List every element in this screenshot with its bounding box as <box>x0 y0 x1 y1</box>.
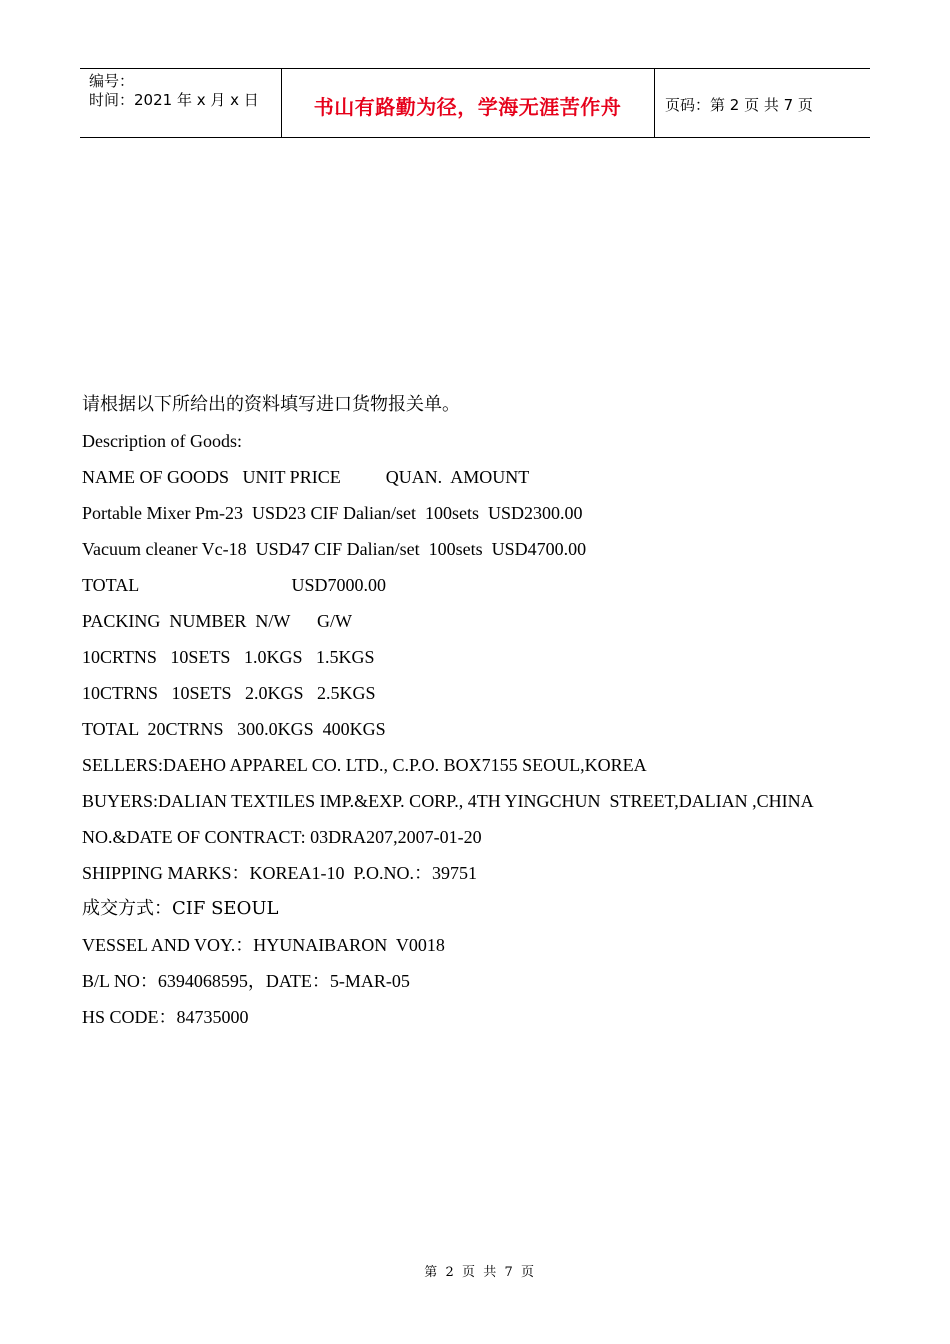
sellers-info: SELLERS:DAEHO APPAREL CO. LTD., C.P.O. BOX7155 SEOUL,KOREA <box>82 755 647 775</box>
instruction-text: 请根据以下所给出的资料填写进口货物报关单。 <box>82 394 460 415</box>
goods-row-vacuum: Vacuum cleaner Vc-18 USD47 CIF Dalian/set 100sets USD4700.00 <box>82 539 587 559</box>
header-motto-cell <box>281 69 655 137</box>
bill-of-lading: B/L NO：6394068595，DATE：5-MAR-05 <box>82 971 410 991</box>
header-page-info: 页码：第 2 页 共 7 页 <box>665 96 813 114</box>
packing-table-header: PACKING NUMBER N/W G/W <box>82 611 353 631</box>
shipping-marks: SHIPPING MARKS：KOREA1-10 P.O.NO.：39751 <box>82 863 478 883</box>
document-body <box>82 387 882 1035</box>
packing-row-2: 10CTRNS 10SETS 2.0KGS 2.5KGS <box>82 683 376 703</box>
header-page-cell <box>655 69 870 137</box>
header-motto: 书山有路勤为径，学海无涯苦作舟 <box>313 95 622 119</box>
document-header <box>80 68 870 138</box>
packing-total-row: TOTAL 20CTRNS 300.0KGS 400KGS <box>82 719 386 739</box>
hs-code: HS CODE：84735000 <box>82 1007 249 1027</box>
trade-terms: 成交方式：CIF SEOUL <box>82 898 279 919</box>
footer-page-number: 第 2 页 共 7 页 <box>424 1265 535 1280</box>
packing-row-1: 10CRTNS 10SETS 1.0KGS 1.5KGS <box>82 647 375 667</box>
vessel-voyage: VESSEL AND VOY.：HYUNAIBARON V0018 <box>82 935 445 955</box>
page-footer <box>0 1246 950 1280</box>
document-date-label: 时间：2021 年 x 月 x 日 <box>89 91 259 109</box>
buyers-info: BUYERS:DALIAN TEXTILES IMP.&EXP. CORP., 4TH YINGCHUN STREET,DALIAN ,CHINA <box>82 791 814 811</box>
header-meta-cell <box>80 69 282 137</box>
goods-table-header: NAME OF GOODS UNIT PRICE QUAN. AMOUNT <box>82 467 530 487</box>
contract-info: NO.&DATE OF CONTRACT: 03DRA207,2007-01-20 <box>82 827 482 847</box>
goods-description-heading: Description of Goods: <box>82 431 242 451</box>
goods-total-row: TOTAL USD7000.00 <box>82 575 387 595</box>
goods-row-mixer: Portable Mixer Pm-23 USD23 CIF Dalian/set 100sets USD2300.00 <box>82 503 583 523</box>
document-number-label: 编号： <box>89 72 135 90</box>
